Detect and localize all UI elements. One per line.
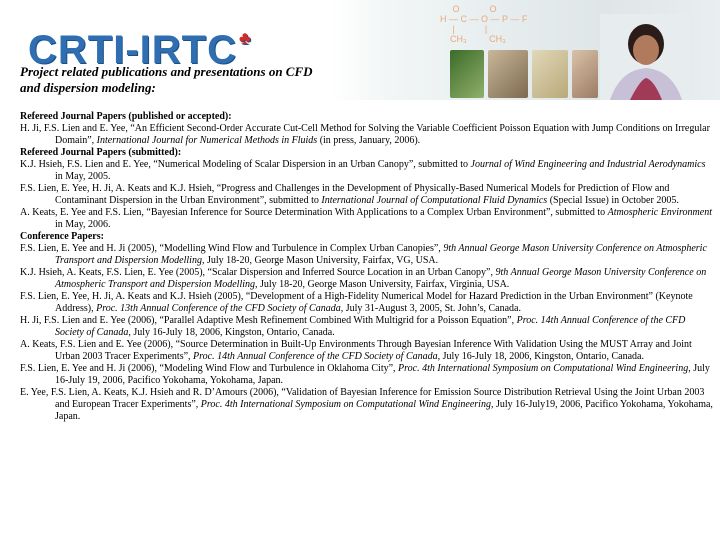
publication-entry: K.J. Hsieh, A. Keats, F.S. Lien, E. Yee (2005), “Scalar Dispersion and Inferred Source Location in an Urban Canopy”, 9th Annual George Mason University Conference on Atmospheric Transport and Dispersion Modelling, July 18-20, George Mason University, Fairfax, Virginia, USA. xyxy=(20,267,707,290)
logo-left: CRTI xyxy=(28,28,126,72)
grain-thumbnail xyxy=(532,50,568,98)
hand-thumbnail xyxy=(572,50,598,98)
publication-entry: K.J. Hsieh, F.S. Lien and E. Yee, “Numerical Modeling of Scalar Dispersion in an Urban Canopy”, submitted to Journal of Wind Engineering and Industrial Aerodynamics in May, 2005. xyxy=(20,159,706,182)
maple-leaf-icon: ♣ xyxy=(238,28,252,48)
chemical-structure-graphic: O O H — C — O — P — F | | CH₃ CH₃ xyxy=(440,4,528,44)
publication-entry: F.S. Lien, E. Yee and H. Ji (2006), “Modeling Wind Flow and Turbulence in Oklahoma City”, Proc. 4th International Symposium on Computational Wind Engineering, July 16-July 19, 2006, Pacifico Yokohama, Yokohama, Japan. xyxy=(20,363,710,386)
title-line-1: Project related publications and presentations on CFD xyxy=(20,64,313,79)
title-line-2: and dispersion modeling: xyxy=(20,80,156,95)
logo-dash: - xyxy=(125,28,140,72)
publication-entry: A. Keats, F.S. Lien and E. Yee (2006), “Source Determination in Built-Up Environments Through Bayesian Inference With Validation Using the MUST Array and Joint Urban 2003 Tracer Experiments”, Proc. 14th Annual Conference of the CFD Society of Canada, July 16-July 18, 2006, Kingston, Ontario, Canada. xyxy=(20,339,692,362)
publication-entry: F.S. Lien, E. Yee and H. Ji (2005), “Modelling Wind Flow and Turbulence in Complex Urban Canopies”, 9th Annual George Mason University Conference on Atmospheric Transport and Dispersion Modelling, July 18-20, George Mason University, Fairfax, VG, USA. xyxy=(20,243,707,266)
publication-entry: F.S. Lien, E. Yee, H. Ji, A. Keats and K.J. Hsieh (2005), “Development of a High-Fidelity Numerical Model for Hazard Prediction in the Urban Environment” (Keynote Address), Proc. 13th Annual Conference of the CFD Society of Canada, July 31-August 3, 2005, St. John’s, Canada. xyxy=(20,291,693,314)
publication-list xyxy=(20,111,715,423)
lab-thumbnail xyxy=(488,50,528,98)
publication-entry: F.S. Lien, E. Yee, H. Ji, A. Keats and K.J. Hsieh, “Progress and Challenges in the Development of Physically-Based Numerical Models for Prediction of Flow and Contaminant Dispersion in the Urban Environment”, submitted to International Journal of Computational Fluid Dynamics (Special Issue) in October 2005. xyxy=(20,183,679,206)
publication-entry: E. Yee, F.S. Lien, A. Keats, K.J. Hsieh and R. D’Amours (2006), “Validation of Bayesian Inference for Emission Source Distribution Retrieval Using the Joint Urban 2003 and European Tracer Experiments”, Proc. 4th International Symposium on Computational Wind Engineering, July 16-July19, 2006, Pacifico Yokohama, Yokohama, Japan. xyxy=(20,387,713,422)
logo-right: IRTC xyxy=(139,28,237,72)
page-title xyxy=(20,64,350,96)
publication-entry: H. Ji, F.S. Lien and E. Yee (2006), “Parallel Adaptive Mesh Refinement Combined With Multigrid for a Poisson Equation”, Proc. 14th Annual Conference of the CFD Society of Canada, July 16-July 18, 2006, Kingston, Ontario, Canada. xyxy=(20,315,686,338)
publication-entry: H. Ji, F.S. Lien and E. Yee, “An Efficient Second-Order Accurate Cut-Cell Method for Solving the Variable Coefficient Poisson Equation with Jump Conditions on Irregular Domain”, International Journal for Numerical Methods in Fluids (in press, January, 2006). xyxy=(20,123,710,146)
section-heading-journal-published: Refereed Journal Papers (published or accepted): xyxy=(20,111,232,122)
section-heading-conference: Conference Papers: xyxy=(20,231,104,242)
leaf-thumbnail xyxy=(450,50,484,98)
scientist-photo xyxy=(600,14,690,100)
publication-entry: A. Keats, E. Yee and F.S. Lien, “Bayesian Inference for Source Determination With Applications to a Complex Urban Environment”, submitted to Atmospheric Environment in May, 2006. xyxy=(20,207,712,230)
section-heading-journal-submitted: Refereed Journal Papers (submitted): xyxy=(20,147,182,158)
